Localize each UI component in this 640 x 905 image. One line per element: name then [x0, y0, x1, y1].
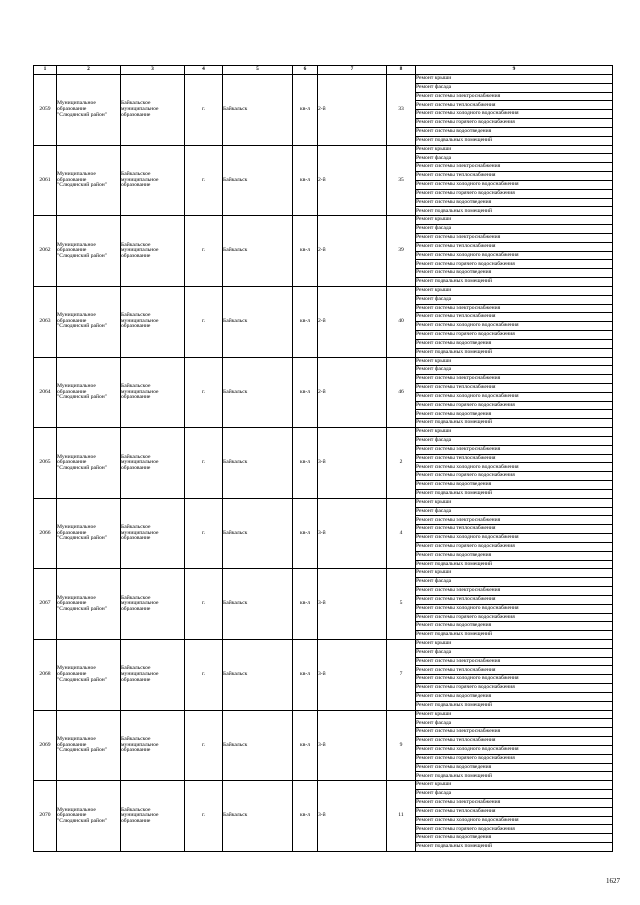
row-number: 2065 — [34, 428, 57, 499]
locality-type-cell: г. — [185, 75, 223, 146]
table-body — [34, 75, 613, 852]
table-row — [34, 640, 613, 649]
table-row — [34, 216, 613, 225]
work-item: Ремонт системы горячего водоснабжения — [416, 189, 613, 198]
header-col-6: 6 — [293, 66, 318, 75]
street-cell: 2-й — [318, 216, 387, 287]
work-item: Ремонт фасада — [416, 295, 613, 304]
work-item: Ремонт системы теплоснабжения — [416, 172, 613, 181]
work-item: Ремонт системы теплоснабжения — [416, 737, 613, 746]
settlement-cell: Байкальское муниципальное образование — [121, 286, 185, 357]
street-cell: 3-й — [318, 428, 387, 499]
house-number-cell: 46 — [387, 357, 416, 428]
locality-type-cell: г. — [185, 640, 223, 711]
house-number-cell: 5 — [387, 569, 416, 640]
work-item: Ремонт системы водоотведения — [416, 198, 613, 207]
work-item: Ремонт системы водоотведения — [416, 127, 613, 136]
locality-type-cell: г. — [185, 781, 223, 852]
row-number: 2070 — [34, 781, 57, 852]
table-row — [34, 428, 613, 437]
work-item: Ремонт крыши — [416, 710, 613, 719]
work-item: Ремонт системы холодного водоснабжения — [416, 604, 613, 613]
row-number: 2061 — [34, 145, 57, 216]
house-number-cell: 4 — [387, 498, 416, 569]
locality-type-cell: г. — [185, 145, 223, 216]
work-item: Ремонт крыши — [416, 216, 613, 225]
work-item: Ремонт системы электроснабжения — [416, 92, 613, 101]
work-item: Ремонт крыши — [416, 640, 613, 649]
work-item: Ремонт системы горячего водоснабжения — [416, 472, 613, 481]
locality-type-cell: г. — [185, 286, 223, 357]
row-number: 2069 — [34, 710, 57, 781]
work-item: Ремонт системы холодного водоснабжения — [416, 392, 613, 401]
settlement-cell: Байкальское муниципальное образование — [121, 216, 185, 287]
header-col-2: 2 — [57, 66, 121, 75]
work-item: Ремонт крыши — [416, 498, 613, 507]
locality-cell: Байкальск — [223, 286, 293, 357]
settlement-cell: Байкальское муниципальное образование — [121, 640, 185, 711]
row-number: 2067 — [34, 569, 57, 640]
work-item: Ремонт системы теплоснабжения — [416, 383, 613, 392]
work-item: Ремонт системы холодного водоснабжения — [416, 251, 613, 260]
work-item: Ремонт системы горячего водоснабжения — [416, 119, 613, 128]
work-item: Ремонт системы холодного водоснабжения — [416, 463, 613, 472]
work-item: Ремонт системы горячего водоснабжения — [416, 613, 613, 622]
locality-type-cell: г. — [185, 498, 223, 569]
table-row — [34, 569, 613, 578]
street-type-cell: кв-л — [293, 286, 318, 357]
settlement-cell: Байкальское муниципальное образование — [121, 498, 185, 569]
work-item: Ремонт системы теплоснабжения — [416, 242, 613, 251]
settlement-cell: Байкальское муниципальное образование — [121, 428, 185, 499]
settlement-cell: Байкальское муниципальное образование — [121, 75, 185, 146]
work-item: Ремонт крыши — [416, 357, 613, 366]
municipality-cell: Муниципальное образование "Слюдянский район" — [57, 781, 121, 852]
work-item: Ремонт фасада — [416, 648, 613, 657]
header-col-3: 3 — [121, 66, 185, 75]
work-item: Ремонт фасада — [416, 366, 613, 375]
house-number-cell: 2 — [387, 428, 416, 499]
settlement-cell: Байкальское муниципальное образование — [121, 145, 185, 216]
page-number: 1627 — [606, 877, 620, 885]
street-type-cell: кв-л — [293, 357, 318, 428]
street-type-cell: кв-л — [293, 781, 318, 852]
work-item: Ремонт системы электроснабжения — [416, 375, 613, 384]
header-col-8: 8 — [387, 66, 416, 75]
work-item: Ремонт системы водоотведения — [416, 269, 613, 278]
header-col-9: 9 — [416, 66, 613, 75]
locality-type-cell: г. — [185, 710, 223, 781]
row-number: 2062 — [34, 216, 57, 287]
header-col-5: 5 — [223, 66, 293, 75]
work-item: Ремонт системы теплоснабжения — [416, 101, 613, 110]
row-number: 2059 — [34, 75, 57, 146]
work-item: Ремонт системы теплоснабжения — [416, 807, 613, 816]
work-item: Ремонт подвальных помещений — [416, 278, 613, 287]
settlement-cell: Байкальское муниципальное образование — [121, 781, 185, 852]
locality-cell: Байкальск — [223, 75, 293, 146]
work-item: Ремонт системы электроснабжения — [416, 587, 613, 596]
table-row — [34, 781, 613, 790]
locality-type-cell: г. — [185, 569, 223, 640]
work-item: Ремонт системы электроснабжения — [416, 233, 613, 242]
locality-cell: Байкальск — [223, 428, 293, 499]
work-item: Ремонт системы водоотведения — [416, 551, 613, 560]
work-item: Ремонт подвальных помещений — [416, 489, 613, 498]
work-item: Ремонт системы электроснабжения — [416, 728, 613, 737]
street-type-cell: кв-л — [293, 640, 318, 711]
locality-cell: Байкальск — [223, 569, 293, 640]
settlement-cell: Байкальское муниципальное образование — [121, 569, 185, 640]
street-cell: 2-й — [318, 145, 387, 216]
work-item: Ремонт системы горячего водоснабжения — [416, 260, 613, 269]
work-item: Ремонт системы холодного водоснабжения — [416, 534, 613, 543]
work-item: Ремонт системы водоотведения — [416, 622, 613, 631]
locality-type-cell: г. — [185, 357, 223, 428]
row-number: 2064 — [34, 357, 57, 428]
work-item: Ремонт системы горячего водоснабжения — [416, 401, 613, 410]
locality-cell: Байкальск — [223, 216, 293, 287]
work-item: Ремонт системы электроснабжения — [416, 516, 613, 525]
repair-program-table — [33, 65, 613, 852]
work-item: Ремонт подвальных помещений — [416, 772, 613, 781]
street-cell: 2-й — [318, 286, 387, 357]
street-cell: 3-й — [318, 710, 387, 781]
work-item: Ремонт системы электроснабжения — [416, 657, 613, 666]
work-item: Ремонт системы теплоснабжения — [416, 595, 613, 604]
table-row — [34, 498, 613, 507]
table-row — [34, 75, 613, 84]
municipality-cell: Муниципальное образование "Слюдянский район" — [57, 428, 121, 499]
locality-cell: Байкальск — [223, 640, 293, 711]
work-item: Ремонт системы холодного водоснабжения — [416, 180, 613, 189]
work-item: Ремонт системы холодного водоснабжения — [416, 675, 613, 684]
header-row — [34, 66, 613, 75]
work-item: Ремонт системы электроснабжения — [416, 163, 613, 172]
street-type-cell: кв-л — [293, 75, 318, 146]
work-item: Ремонт фасада — [416, 83, 613, 92]
table-row — [34, 286, 613, 295]
work-item: Ремонт системы холодного водоснабжения — [416, 745, 613, 754]
settlement-cell: Байкальское муниципальное образование — [121, 710, 185, 781]
locality-cell: Байкальск — [223, 145, 293, 216]
work-item: Ремонт системы теплоснабжения — [416, 454, 613, 463]
work-item: Ремонт подвальных помещений — [416, 843, 613, 852]
municipality-cell: Муниципальное образование "Слюдянский район" — [57, 75, 121, 146]
settlement-cell: Байкальское муниципальное образование — [121, 357, 185, 428]
work-item: Ремонт крыши — [416, 781, 613, 790]
work-item: Ремонт крыши — [416, 286, 613, 295]
street-type-cell: кв-л — [293, 710, 318, 781]
work-item: Ремонт системы водоотведения — [416, 410, 613, 419]
locality-type-cell: г. — [185, 428, 223, 499]
work-item: Ремонт системы водоотведения — [416, 834, 613, 843]
work-item: Ремонт системы водоотведения — [416, 339, 613, 348]
work-item: Ремонт системы горячего водоснабжения — [416, 331, 613, 340]
street-type-cell: кв-л — [293, 498, 318, 569]
work-item: Ремонт подвальных помещений — [416, 701, 613, 710]
municipality-cell: Муниципальное образование "Слюдянский район" — [57, 498, 121, 569]
street-cell: 3-й — [318, 569, 387, 640]
municipality-cell: Муниципальное образование "Слюдянский район" — [57, 569, 121, 640]
street-cell: 3-й — [318, 781, 387, 852]
work-item: Ремонт фасада — [416, 436, 613, 445]
house-number-cell: 7 — [387, 640, 416, 711]
municipality-cell: Муниципальное образование "Слюдянский район" — [57, 145, 121, 216]
street-type-cell: кв-л — [293, 569, 318, 640]
work-item: Ремонт системы водоотведения — [416, 763, 613, 772]
street-type-cell: кв-л — [293, 428, 318, 499]
work-item: Ремонт крыши — [416, 75, 613, 84]
locality-cell: Байкальск — [223, 498, 293, 569]
work-item: Ремонт крыши — [416, 145, 613, 154]
work-item: Ремонт системы водоотведения — [416, 481, 613, 490]
work-item: Ремонт фасада — [416, 507, 613, 516]
work-item: Ремонт системы теплоснабжения — [416, 525, 613, 534]
work-item: Ремонт системы горячего водоснабжения — [416, 684, 613, 693]
work-item: Ремонт подвальных помещений — [416, 560, 613, 569]
work-item: Ремонт подвальных помещений — [416, 419, 613, 428]
header-col-1: 1 — [34, 66, 57, 75]
work-item: Ремонт подвальных помещений — [416, 136, 613, 145]
locality-cell: Байкальск — [223, 781, 293, 852]
house-number-cell: 39 — [387, 216, 416, 287]
table-row — [34, 357, 613, 366]
table-row — [34, 145, 613, 154]
header-col-7: 7 — [318, 66, 387, 75]
work-item: Ремонт системы водоотведения — [416, 692, 613, 701]
row-number: 2063 — [34, 286, 57, 357]
work-item: Ремонт подвальных помещений — [416, 207, 613, 216]
house-number-cell: 40 — [387, 286, 416, 357]
work-item: Ремонт фасада — [416, 719, 613, 728]
street-cell: 3-й — [318, 640, 387, 711]
municipality-cell: Муниципальное образование "Слюдянский район" — [57, 640, 121, 711]
table-row — [34, 710, 613, 719]
work-item: Ремонт фасада — [416, 578, 613, 587]
locality-cell: Байкальск — [223, 710, 293, 781]
work-item: Ремонт системы электроснабжения — [416, 445, 613, 454]
street-cell: 2-й — [318, 75, 387, 146]
work-item: Ремонт системы электроснабжения — [416, 304, 613, 313]
municipality-cell: Муниципальное образование "Слюдянский район" — [57, 286, 121, 357]
house-number-cell: 9 — [387, 710, 416, 781]
row-number: 2066 — [34, 498, 57, 569]
header-col-4: 4 — [185, 66, 223, 75]
street-cell: 2-й — [318, 357, 387, 428]
work-item: Ремонт системы холодного водоснабжения — [416, 322, 613, 331]
house-number-cell: 35 — [387, 145, 416, 216]
work-item: Ремонт системы электроснабжения — [416, 798, 613, 807]
work-item: Ремонт крыши — [416, 428, 613, 437]
work-item: Ремонт системы теплоснабжения — [416, 313, 613, 322]
house-number-cell: 33 — [387, 75, 416, 146]
work-item: Ремонт подвальных помещений — [416, 348, 613, 357]
municipality-cell: Муниципальное образование "Слюдянский район" — [57, 216, 121, 287]
street-cell: 3-й — [318, 498, 387, 569]
work-item: Ремонт системы холодного водоснабжения — [416, 816, 613, 825]
work-item: Ремонт системы теплоснабжения — [416, 666, 613, 675]
locality-cell: Байкальск — [223, 357, 293, 428]
street-type-cell: кв-л — [293, 216, 318, 287]
work-item: Ремонт фасада — [416, 154, 613, 163]
work-item: Ремонт фасада — [416, 790, 613, 799]
house-number-cell: 11 — [387, 781, 416, 852]
work-item: Ремонт подвальных помещений — [416, 631, 613, 640]
municipality-cell: Муниципальное образование "Слюдянский район" — [57, 710, 121, 781]
locality-type-cell: г. — [185, 216, 223, 287]
work-item: Ремонт системы холодного водоснабжения — [416, 110, 613, 119]
work-item: Ремонт системы горячего водоснабжения — [416, 542, 613, 551]
municipality-cell: Муниципальное образование "Слюдянский район" — [57, 357, 121, 428]
work-item: Ремонт фасада — [416, 225, 613, 234]
work-item: Ремонт крыши — [416, 569, 613, 578]
work-item: Ремонт системы горячего водоснабжения — [416, 825, 613, 834]
work-item: Ремонт системы горячего водоснабжения — [416, 754, 613, 763]
street-type-cell: кв-л — [293, 145, 318, 216]
row-number: 2068 — [34, 640, 57, 711]
